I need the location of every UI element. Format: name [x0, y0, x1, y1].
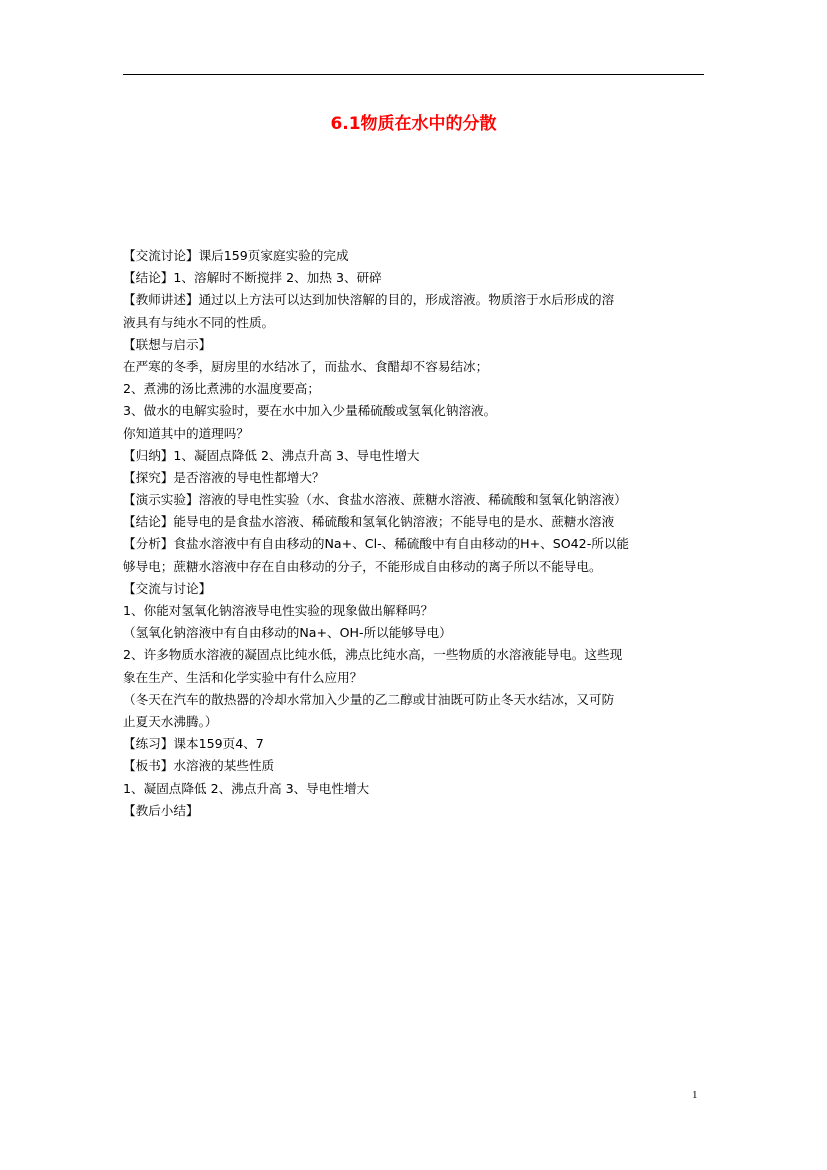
body-line: （冬天在汽车的散热器的冷却水常加入少量的乙二醇或甘油既可防止冬天水结冰，又可防 — [123, 691, 615, 707]
body-line: 【教后小结】 — [123, 802, 199, 818]
body-line: 【探究】是否溶液的导电性都增大？ — [123, 469, 325, 485]
body-line: 1、凝固点降低 2、沸点升高 3、导电性增大 — [123, 780, 370, 796]
body-line: 【板书】水溶液的某些性质 — [123, 758, 275, 774]
body-line: 【演示实验】溶液的导电性实验（水、食盐水溶液、蔗糖水溶液、稀硫酸和氢氧化钠溶液） — [123, 492, 627, 508]
body-line: 在严寒的冬季，厨房里的水结冰了，而盐水、食醋却不容易结冰； — [123, 358, 489, 374]
body-line: 够导电；蔗糖水溶液中存在自由移动的分子，不能形成自由移动的离子所以不能导电。 — [123, 558, 602, 574]
body-line: 2、许多物质水溶液的凝固点比纯水低，沸点比纯水高，一些物质的水溶液能导电。这些现 — [123, 647, 623, 663]
body-line: 象在生产、生活和化学实验中有什么应用？ — [123, 669, 363, 685]
body-line: 【分析】食盐水溶液中有自由移动的Na+、Cl-、稀硫酸中有自由移动的H+、SO42-所以能 — [123, 536, 630, 552]
body-line: 液具有与纯水不同的性质。 — [123, 314, 275, 330]
body-line: 止夏天水沸腾。） — [123, 713, 218, 729]
body-line: 3、做水的电解实验时，要在水中加入少量稀硫酸或氢氧化钠溶液。 — [123, 403, 497, 419]
page-number: 1 — [692, 1089, 698, 1101]
body-line: 【练习】课本159页4、7 — [123, 736, 264, 752]
body-line: 1、你能对氢氧化钠溶液导电性实验的现象做出解释吗？ — [123, 603, 434, 618]
body-line: 【结论】能导电的是食盐水溶液、稀硫酸和氢氧化钠溶液；不能导电的是水、蔗糖水溶液 — [123, 514, 615, 530]
document-body — [123, 245, 707, 822]
body-line: 【联想与启示】 — [123, 336, 212, 352]
body-line: 2、煮沸的汤比煮沸的水温度要高； — [123, 381, 320, 397]
body-line: 【交流讨论】课后159页家庭实验的完成 — [123, 248, 349, 263]
body-line: 【归纳】1、凝固点降低 2、沸点升高 3、导电性增大 — [123, 447, 420, 463]
body-line: 【结论】1、溶解时不断搅拌 2、加热 3、研碎 — [123, 270, 382, 286]
document-title: 6.1物质在水中的分散 — [330, 114, 497, 134]
body-line: 你知道其中的道理吗？ — [123, 425, 249, 441]
header-rule — [123, 74, 704, 75]
body-line: 【教师讲述】通过以上方法可以达到加快溶解的目的，形成溶液。物质溶于水后形成的溶 — [123, 292, 615, 308]
body-line: 【交流与讨论】 — [123, 580, 212, 596]
body-line: （氢氧化钠溶液中有自由移动的Na+、OH-所以能够导电） — [123, 625, 452, 641]
